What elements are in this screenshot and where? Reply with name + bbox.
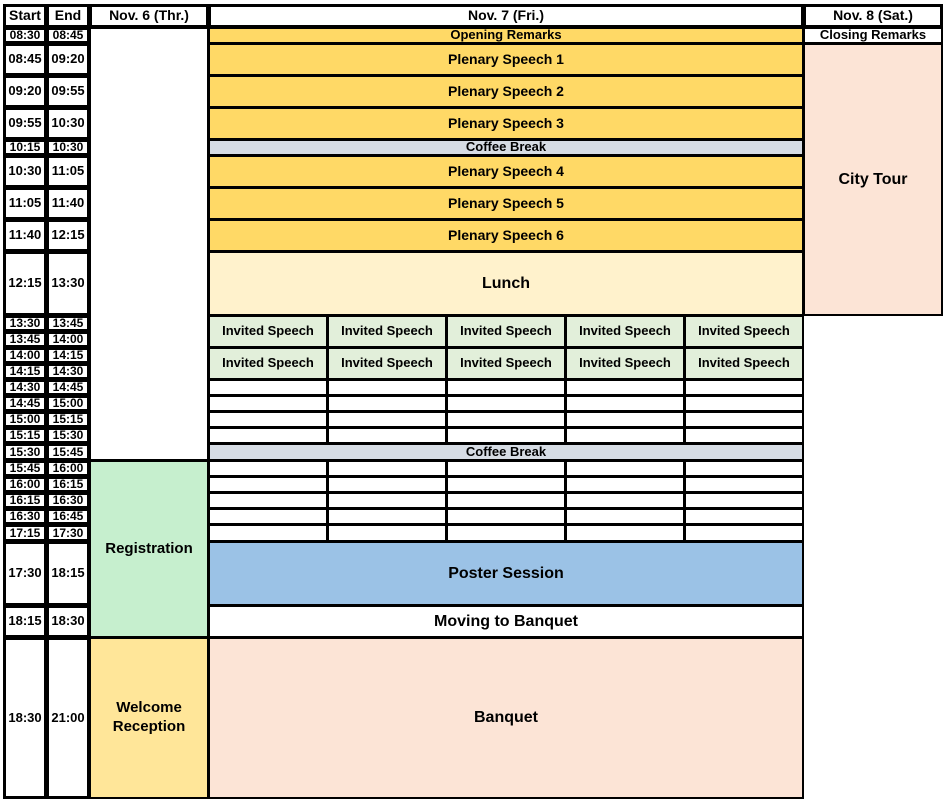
session-slot-empty xyxy=(565,460,685,477)
banquet-block xyxy=(208,637,804,799)
invited-speech-cell-label: Invited Speech xyxy=(698,323,790,339)
session-slot-empty xyxy=(446,460,566,477)
invited-speech-cell-label: Invited Speech xyxy=(698,355,790,371)
time-start-cell xyxy=(3,363,47,380)
poster-session-block-label: Poster Session xyxy=(448,564,564,582)
invited-speech-cell xyxy=(327,315,447,348)
time-end-cell xyxy=(46,187,90,220)
welcome-reception-block-label: Welcome Reception xyxy=(112,699,186,735)
time-start-cell xyxy=(3,379,47,396)
time-start-cell xyxy=(3,605,47,638)
time-start-cell-label: 09:20 xyxy=(8,83,42,99)
session-slot-empty xyxy=(565,379,685,396)
invited-speech-cell xyxy=(565,315,685,348)
session-slot-empty xyxy=(684,427,804,444)
time-start-cell xyxy=(3,139,47,156)
plenary-speech-block xyxy=(208,155,804,188)
time-start-cell xyxy=(3,524,47,542)
time-start-cell xyxy=(3,75,47,108)
time-end-cell-label: 12:15 xyxy=(51,227,85,243)
time-start-cell xyxy=(3,155,47,188)
time-end-cell xyxy=(46,508,90,525)
coffee-break-am-label: Coffee Break xyxy=(465,139,547,155)
invited-speech-cell xyxy=(208,315,328,348)
plenary-speech-block-label: Plenary Speech 4 xyxy=(448,162,564,179)
session-slot-empty xyxy=(565,492,685,509)
session-slot-empty xyxy=(565,411,685,428)
time-start-cell-label: 16:00 xyxy=(9,477,41,491)
time-end-cell xyxy=(46,331,90,348)
invited-speech-cell xyxy=(446,347,566,380)
plenary-speech-block xyxy=(208,75,804,108)
opening-remarks-block xyxy=(208,27,804,44)
session-slot-empty xyxy=(446,476,566,493)
session-slot-empty xyxy=(446,395,566,412)
session-slot-empty xyxy=(327,427,447,444)
invited-speech-cell xyxy=(684,347,804,380)
time-end-cell-label: 08:45 xyxy=(52,28,84,42)
header-start xyxy=(3,4,47,28)
time-start-cell xyxy=(3,492,47,509)
city-tour-block-label: City Tour xyxy=(838,170,908,188)
time-end-cell xyxy=(46,460,90,477)
session-slot-empty xyxy=(446,508,566,525)
header-end xyxy=(46,4,90,28)
time-end-cell-label: 14:15 xyxy=(52,348,84,362)
time-start-cell-label: 10:15 xyxy=(9,140,41,154)
closing-remarks-block-label: Closing Remarks xyxy=(819,27,927,43)
coffee-break-am xyxy=(208,139,804,156)
plenary-speech-block-label: Plenary Speech 2 xyxy=(448,82,564,99)
time-end-cell-label: 14:00 xyxy=(52,332,84,346)
time-end-cell xyxy=(46,363,90,380)
session-slot-empty xyxy=(327,508,447,525)
session-slot-empty xyxy=(684,460,804,477)
plenary-speech-block xyxy=(208,187,804,220)
session-slot-empty xyxy=(565,476,685,493)
invited-speech-cell-label: Invited Speech xyxy=(341,355,433,371)
time-start-cell xyxy=(3,427,47,444)
time-start-cell xyxy=(3,637,47,799)
time-start-cell-label: 15:00 xyxy=(9,412,41,426)
time-start-cell-label: 16:15 xyxy=(9,493,41,507)
time-end-cell-label: 16:15 xyxy=(52,477,84,491)
closing-remarks-block xyxy=(803,27,943,44)
plenary-speech-block-label: Plenary Speech 3 xyxy=(448,114,564,131)
header-day3 xyxy=(803,4,943,28)
session-slot-empty xyxy=(446,492,566,509)
invited-speech-cell xyxy=(565,347,685,380)
session-slot-empty xyxy=(684,379,804,396)
time-start-cell-label: 11:40 xyxy=(8,227,42,243)
moving-to-banquet-block-label: Moving to Banquet xyxy=(434,612,578,630)
time-start-cell-label: 18:30 xyxy=(8,709,42,725)
session-slot-empty xyxy=(327,379,447,396)
time-start-cell-label: 15:45 xyxy=(9,461,41,475)
session-slot-empty xyxy=(446,524,566,542)
plenary-speech-block xyxy=(208,107,804,140)
header-start-label: Start xyxy=(9,7,41,24)
time-start-cell-label: 09:55 xyxy=(8,115,42,131)
time-end-cell-label: 18:30 xyxy=(51,613,85,629)
session-slot-empty xyxy=(684,476,804,493)
invited-speech-cell xyxy=(327,347,447,380)
time-start-cell-label: 15:30 xyxy=(9,444,41,459)
session-slot-empty xyxy=(208,460,328,477)
time-end-cell xyxy=(46,476,90,493)
time-end-cell-label: 16:30 xyxy=(52,493,84,507)
time-end-cell xyxy=(46,605,90,638)
session-slot-empty xyxy=(208,411,328,428)
session-slot-empty xyxy=(208,427,328,444)
session-slot-empty xyxy=(208,508,328,525)
invited-speech-cell-label: Invited Speech xyxy=(579,355,671,371)
time-start-cell-label: 11:05 xyxy=(8,195,42,211)
time-start-cell-label: 17:15 xyxy=(9,525,41,540)
session-slot-empty xyxy=(327,524,447,542)
time-end-cell xyxy=(46,395,90,412)
time-end-cell xyxy=(46,443,90,461)
header-day1 xyxy=(89,4,209,28)
time-start-cell xyxy=(3,331,47,348)
time-start-cell xyxy=(3,315,47,332)
invited-speech-cell xyxy=(446,315,566,348)
time-start-cell-label: 12:15 xyxy=(8,275,42,291)
session-slot-empty xyxy=(327,492,447,509)
time-end-cell xyxy=(46,524,90,542)
session-slot-empty xyxy=(565,395,685,412)
time-end-cell-label: 16:45 xyxy=(52,509,84,523)
session-slot-empty xyxy=(684,524,804,542)
plenary-speech-block xyxy=(208,219,804,252)
session-slot-empty xyxy=(327,460,447,477)
invited-speech-cell-label: Invited Speech xyxy=(460,355,552,371)
session-slot-empty xyxy=(446,427,566,444)
plenary-speech-block-label: Plenary Speech 1 xyxy=(448,50,564,67)
time-start-cell xyxy=(3,395,47,412)
time-start-cell xyxy=(3,107,47,140)
time-start-cell-label: 15:15 xyxy=(9,428,41,442)
opening-remarks-block-label: Opening Remarks xyxy=(450,27,562,43)
time-start-cell xyxy=(3,460,47,477)
time-start-cell xyxy=(3,43,47,76)
plenary-speech-block-label: Plenary Speech 5 xyxy=(448,194,564,211)
session-slot-empty xyxy=(684,508,804,525)
plenary-speech-block xyxy=(208,43,804,76)
time-end-cell-label: 11:05 xyxy=(51,163,85,179)
invited-speech-cell-label: Invited Speech xyxy=(579,323,671,339)
time-end-cell xyxy=(46,139,90,156)
time-start-cell xyxy=(3,443,47,461)
day1-empty-block xyxy=(89,27,209,461)
session-slot-empty xyxy=(684,411,804,428)
time-end-cell-label: 10:30 xyxy=(52,140,84,154)
banquet-block-label: Banquet xyxy=(474,709,538,726)
time-start-cell-label: 08:45 xyxy=(8,51,42,67)
time-end-cell xyxy=(46,637,90,799)
session-slot-empty xyxy=(208,395,328,412)
time-start-cell-label: 16:30 xyxy=(9,509,41,523)
session-slot-empty xyxy=(327,476,447,493)
time-start-cell-label: 14:45 xyxy=(9,396,41,410)
session-slot-empty xyxy=(208,476,328,493)
invited-speech-cell xyxy=(684,315,804,348)
time-start-cell-label: 14:30 xyxy=(9,380,41,394)
time-start-cell xyxy=(3,411,47,428)
invited-speech-cell-label: Invited Speech xyxy=(222,323,314,339)
time-end-cell xyxy=(46,541,90,606)
time-start-cell-label: 10:30 xyxy=(8,163,42,179)
time-end-cell xyxy=(46,427,90,444)
poster-session-block xyxy=(208,541,804,606)
time-end-cell-label: 13:30 xyxy=(51,275,85,291)
time-start-cell xyxy=(3,187,47,220)
time-start-cell-label: 18:15 xyxy=(8,613,42,629)
moving-to-banquet-block xyxy=(208,605,804,638)
invited-speech-cell-label: Invited Speech xyxy=(460,323,552,339)
time-end-cell-label: 14:30 xyxy=(52,364,84,378)
time-start-cell xyxy=(3,251,47,316)
time-start-cell xyxy=(3,27,47,44)
time-end-cell xyxy=(46,251,90,316)
session-slot-empty xyxy=(684,492,804,509)
time-end-cell-label: 15:15 xyxy=(52,412,84,426)
session-slot-empty xyxy=(446,411,566,428)
time-end-cell xyxy=(46,379,90,396)
time-end-cell-label: 15:30 xyxy=(52,428,84,442)
session-slot-empty xyxy=(208,379,328,396)
lunch-block xyxy=(208,251,804,316)
header-end-label: End xyxy=(54,7,82,24)
time-end-cell xyxy=(46,75,90,108)
time-start-cell-label: 13:45 xyxy=(9,332,41,346)
header-day2-label: Nov. 7 (Fri.) xyxy=(468,7,544,24)
time-start-cell-label: 13:30 xyxy=(9,316,41,330)
time-start-cell xyxy=(3,347,47,364)
time-end-cell xyxy=(46,43,90,76)
time-end-cell-label: 18:15 xyxy=(51,565,85,581)
time-end-cell-label: 15:45 xyxy=(52,444,84,459)
lunch-block-label: Lunch xyxy=(482,274,530,292)
session-slot-empty xyxy=(208,492,328,509)
time-end-cell-label: 17:30 xyxy=(52,525,84,540)
session-slot-empty xyxy=(684,395,804,412)
header-day3-label: Nov. 8 (Sat.) xyxy=(833,7,913,24)
time-start-cell xyxy=(3,508,47,525)
invited-speech-cell-label: Invited Speech xyxy=(222,355,314,371)
time-start-cell-label: 17:30 xyxy=(8,565,42,581)
time-end-cell-label: 13:45 xyxy=(52,316,84,330)
time-end-cell-label: 21:00 xyxy=(51,709,85,725)
time-end-cell xyxy=(46,492,90,509)
time-start-cell-label: 14:00 xyxy=(9,348,41,362)
time-end-cell-label: 16:00 xyxy=(52,461,84,475)
city-tour-block xyxy=(803,43,943,316)
registration-block xyxy=(89,460,209,638)
time-start-cell xyxy=(3,219,47,252)
time-end-cell xyxy=(46,107,90,140)
time-start-cell xyxy=(3,476,47,493)
session-slot-empty xyxy=(327,395,447,412)
time-end-cell xyxy=(46,155,90,188)
header-day2 xyxy=(208,4,804,28)
time-end-cell-label: 15:00 xyxy=(52,396,84,410)
time-start-cell xyxy=(3,541,47,606)
header-day1-label: Nov. 6 (Thr.) xyxy=(109,7,189,24)
plenary-speech-block-label: Plenary Speech 6 xyxy=(448,226,564,243)
time-end-cell xyxy=(46,27,90,44)
session-slot-empty xyxy=(565,427,685,444)
registration-block-label: Registration xyxy=(105,539,193,557)
coffee-break-pm-label: Coffee Break xyxy=(465,443,547,459)
session-slot-empty xyxy=(565,508,685,525)
session-slot-empty xyxy=(565,524,685,542)
invited-speech-cell-label: Invited Speech xyxy=(341,323,433,339)
time-start-cell-label: 08:30 xyxy=(9,28,41,42)
time-end-cell xyxy=(46,347,90,364)
time-end-cell-label: 11:40 xyxy=(51,195,85,211)
time-end-cell xyxy=(46,411,90,428)
coffee-break-pm xyxy=(208,443,804,461)
time-end-cell-label: 09:20 xyxy=(51,51,85,67)
welcome-reception-block xyxy=(89,637,209,799)
invited-speech-cell xyxy=(208,347,328,380)
time-end-cell-label: 09:55 xyxy=(51,83,85,99)
time-end-cell-label: 14:45 xyxy=(52,380,84,394)
session-slot-empty xyxy=(446,379,566,396)
session-slot-empty xyxy=(327,411,447,428)
time-end-cell xyxy=(46,219,90,252)
time-end-cell xyxy=(46,315,90,332)
session-slot-empty xyxy=(208,524,328,542)
time-end-cell-label: 10:30 xyxy=(51,115,85,131)
time-start-cell-label: 14:15 xyxy=(9,364,41,378)
